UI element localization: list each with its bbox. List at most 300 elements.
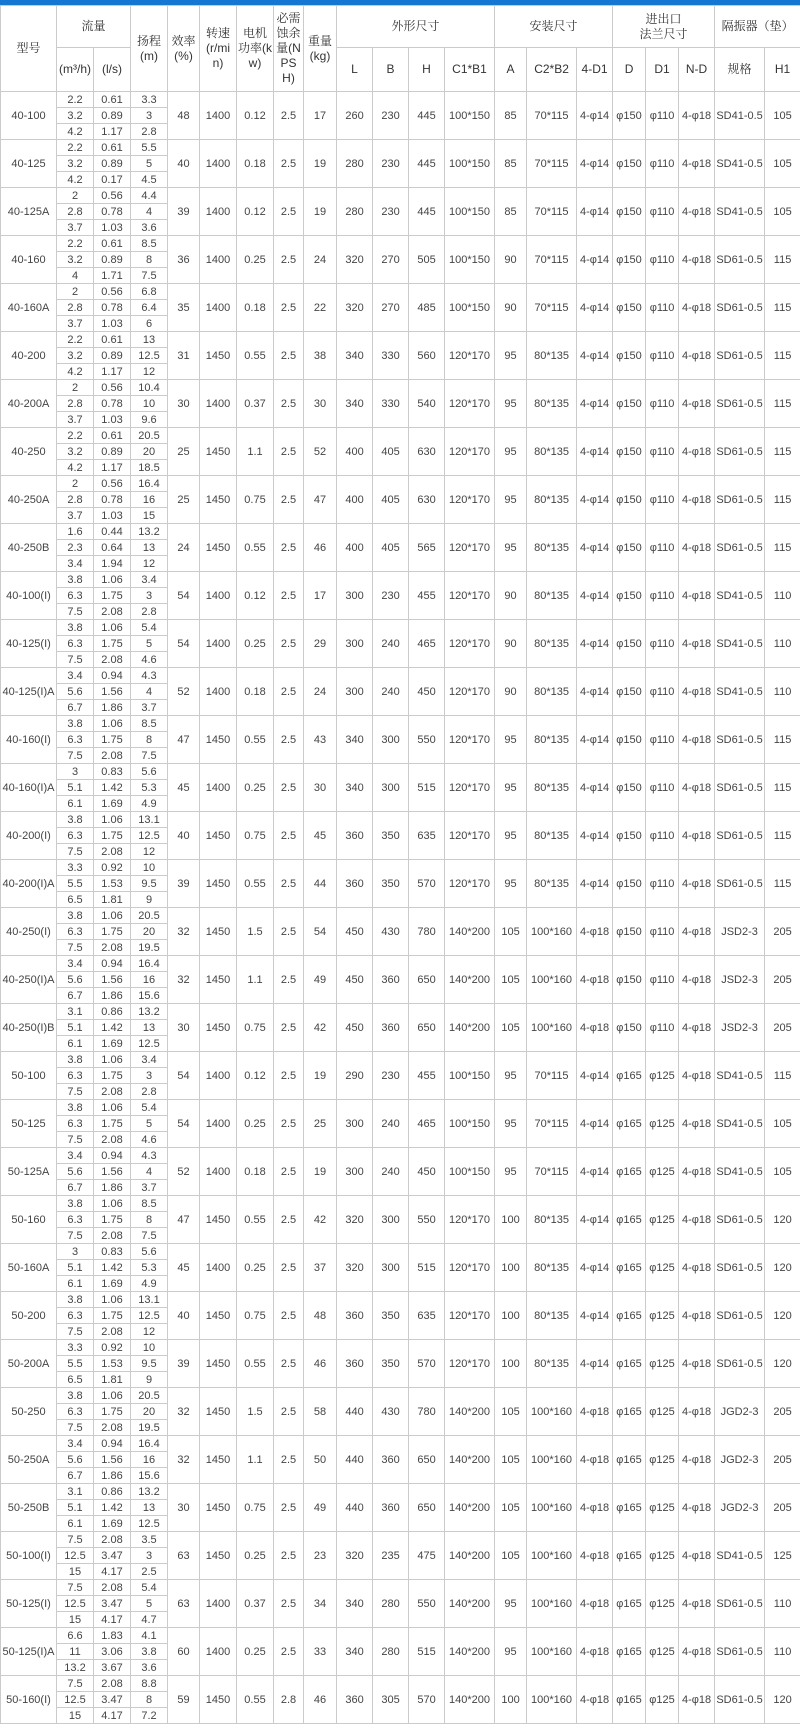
flow-m3h-cell: 3.2 xyxy=(57,348,94,364)
flange-ND-cell: 4-φ18 xyxy=(679,956,715,1004)
install-C2B2-cell: 80*135 xyxy=(527,1196,577,1244)
install-C2B2-cell: 70*115 xyxy=(527,92,577,140)
flow-ls-cell: 1.06 xyxy=(94,812,131,828)
dim-B-cell: 430 xyxy=(373,908,409,956)
head-cell: 3.6 xyxy=(131,1660,168,1676)
flow-m3h-cell: 12.5 xyxy=(57,1692,94,1708)
power-cell: 0.55 xyxy=(237,524,274,572)
install-A-cell: 90 xyxy=(495,284,527,332)
dim-B-cell: 230 xyxy=(373,572,409,620)
head-cell: 3.5 xyxy=(131,1532,168,1548)
weight-cell: 37 xyxy=(304,1244,337,1292)
isolator-H1-cell: 105 xyxy=(765,1148,800,1196)
dim-L-cell: 450 xyxy=(337,956,373,1004)
col-header-D: D xyxy=(613,48,646,92)
head-cell: 7.5 xyxy=(131,268,168,284)
speed-cell: 1450 xyxy=(200,1292,237,1340)
dim-B-cell: 350 xyxy=(373,1340,409,1388)
install-A-cell: 105 xyxy=(495,1388,527,1436)
flow-ls-cell: 1.06 xyxy=(94,716,131,732)
install-4D1-cell: 4-φ14 xyxy=(577,284,613,332)
efficiency-cell: 35 xyxy=(168,284,200,332)
weight-cell: 23 xyxy=(304,1532,337,1580)
dim-B-cell: 230 xyxy=(373,188,409,236)
col-header-C2B2: C2*B2 xyxy=(527,48,577,92)
flow-m3h-cell: 4.2 xyxy=(57,172,94,188)
dim-H-cell: 570 xyxy=(409,1676,445,1724)
install-4D1-cell: 4-φ18 xyxy=(577,1388,613,1436)
npsh-cell: 2.5 xyxy=(274,620,304,668)
flow-ls-cell: 2.08 xyxy=(94,1676,131,1692)
spec-row xyxy=(1,188,800,204)
dim-L-cell: 300 xyxy=(337,572,373,620)
isolator-spec-cell: JGD2-3 xyxy=(715,1484,765,1532)
model-cell: 40-100 xyxy=(1,92,57,140)
head-cell: 3.3 xyxy=(131,92,168,108)
efficiency-cell: 54 xyxy=(168,572,200,620)
flow-ls-cell: 1.56 xyxy=(94,972,131,988)
flow-ls-cell: 1.56 xyxy=(94,1164,131,1180)
install-A-cell: 100 xyxy=(495,1196,527,1244)
flange-D-cell: φ150 xyxy=(613,476,646,524)
flow-m3h-cell: 5.6 xyxy=(57,1164,94,1180)
flange-D1-cell: φ125 xyxy=(646,1628,679,1676)
npsh-cell: 2.5 xyxy=(274,1532,304,1580)
flow-m3h-cell: 6.7 xyxy=(57,1180,94,1196)
spec-row xyxy=(1,92,800,108)
head-cell: 13.2 xyxy=(131,1004,168,1020)
flange-D-cell: φ150 xyxy=(613,620,646,668)
flange-D-cell: φ165 xyxy=(613,1388,646,1436)
spec-row xyxy=(1,764,800,780)
model-cell: 40-100(I) xyxy=(1,572,57,620)
model-cell: 40-200(I) xyxy=(1,812,57,860)
head-cell: 15 xyxy=(131,508,168,524)
flange-D1-cell: φ125 xyxy=(646,1196,679,1244)
speed-cell: 1450 xyxy=(200,1676,237,1724)
flow-m3h-cell: 3.2 xyxy=(57,252,94,268)
head-cell: 13 xyxy=(131,332,168,348)
weight-cell: 24 xyxy=(304,236,337,284)
head-cell: 5 xyxy=(131,636,168,652)
install-4D1-cell: 4-φ14 xyxy=(577,1196,613,1244)
flange-D-cell: φ150 xyxy=(613,956,646,1004)
flange-D1-cell: φ110 xyxy=(646,236,679,284)
dim-C1B1-cell: 120*170 xyxy=(445,764,495,812)
dim-C1B1-cell: 100*150 xyxy=(445,236,495,284)
dim-B-cell: 280 xyxy=(373,1628,409,1676)
flow-m3h-cell: 3.8 xyxy=(57,908,94,924)
power-cell: 0.55 xyxy=(237,1676,274,1724)
npsh-cell: 2.5 xyxy=(274,1436,304,1484)
dim-H-cell: 635 xyxy=(409,1292,445,1340)
isolator-spec-cell: SD61-0.5 xyxy=(715,524,765,572)
flow-ls-cell: 1.75 xyxy=(94,732,131,748)
flow-m3h-cell: 3.4 xyxy=(57,1436,94,1452)
isolator-spec-cell: SD41-0.5 xyxy=(715,1532,765,1580)
flange-ND-cell: 4-φ18 xyxy=(679,428,715,476)
dim-L-cell: 450 xyxy=(337,908,373,956)
isolator-spec-cell: SD61-0.5 xyxy=(715,428,765,476)
dim-L-cell: 400 xyxy=(337,524,373,572)
head-cell: 18.5 xyxy=(131,460,168,476)
speed-cell: 1400 xyxy=(200,188,237,236)
speed-cell: 1450 xyxy=(200,1388,237,1436)
dim-B-cell: 240 xyxy=(373,1100,409,1148)
head-cell: 9 xyxy=(131,892,168,908)
flow-ls-cell: 1.75 xyxy=(94,1068,131,1084)
flow-m3h-cell: 7.5 xyxy=(57,1132,94,1148)
flow-ls-cell: 0.61 xyxy=(94,332,131,348)
speed-cell: 1450 xyxy=(200,716,237,764)
flange-ND-cell: 4-φ18 xyxy=(679,524,715,572)
flow-m3h-cell: 4.2 xyxy=(57,364,94,380)
install-A-cell: 95 xyxy=(495,380,527,428)
dim-C1B1-cell: 140*200 xyxy=(445,1676,495,1724)
efficiency-cell: 60 xyxy=(168,1628,200,1676)
flow-ls-cell: 4.17 xyxy=(94,1612,131,1628)
install-C2B2-cell: 80*135 xyxy=(527,1244,577,1292)
isolator-H1-cell: 115 xyxy=(765,1052,800,1100)
speed-cell: 1400 xyxy=(200,1052,237,1100)
install-C2B2-cell: 100*160 xyxy=(527,1388,577,1436)
head-cell: 16 xyxy=(131,972,168,988)
power-cell: 0.55 xyxy=(237,332,274,380)
flange-ND-cell: 4-φ18 xyxy=(679,1340,715,1388)
model-cell: 40-125A xyxy=(1,188,57,236)
flow-m3h-cell: 3.1 xyxy=(57,1484,94,1500)
head-cell: 12 xyxy=(131,844,168,860)
isolator-H1-cell: 110 xyxy=(765,1580,800,1628)
dim-H-cell: 505 xyxy=(409,236,445,284)
power-cell: 0.37 xyxy=(237,380,274,428)
head-cell: 20 xyxy=(131,1404,168,1420)
isolator-spec-cell: SD61-0.5 xyxy=(715,1196,765,1244)
efficiency-cell: 25 xyxy=(168,428,200,476)
flange-D1-cell: φ110 xyxy=(646,140,679,188)
flange-D-cell: φ150 xyxy=(613,92,646,140)
flow-m3h-cell: 3.7 xyxy=(57,412,94,428)
install-4D1-cell: 4-φ18 xyxy=(577,1004,613,1052)
col-header-spec: 规格 xyxy=(715,48,765,92)
isolator-H1-cell: 115 xyxy=(765,764,800,812)
flow-m3h-cell: 3.8 xyxy=(57,1100,94,1116)
model-cell: 40-160A xyxy=(1,284,57,332)
install-4D1-cell: 4-φ18 xyxy=(577,1532,613,1580)
dim-C1B1-cell: 100*150 xyxy=(445,1148,495,1196)
head-cell: 3 xyxy=(131,108,168,124)
head-cell: 10 xyxy=(131,860,168,876)
col-group-dimensions: 外形尺寸 xyxy=(337,6,495,48)
isolator-H1-cell: 115 xyxy=(765,716,800,764)
flow-m3h-cell: 6.3 xyxy=(57,1116,94,1132)
col-header-H1: H1 xyxy=(765,48,800,92)
dim-H-cell: 560 xyxy=(409,332,445,380)
flow-m3h-cell: 3.4 xyxy=(57,1148,94,1164)
flange-D1-cell: φ125 xyxy=(646,1244,679,1292)
head-cell: 4.9 xyxy=(131,1276,168,1292)
install-4D1-cell: 4-φ14 xyxy=(577,188,613,236)
install-A-cell: 105 xyxy=(495,956,527,1004)
flow-ls-cell: 2.08 xyxy=(94,1420,131,1436)
spec-row xyxy=(1,1244,800,1260)
weight-cell: 49 xyxy=(304,1484,337,1532)
install-A-cell: 105 xyxy=(495,1436,527,1484)
dim-H-cell: 455 xyxy=(409,572,445,620)
col-header-flow-ls: (l/s) xyxy=(94,48,131,92)
dim-H-cell: 550 xyxy=(409,1196,445,1244)
flow-ls-cell: 0.61 xyxy=(94,92,131,108)
flow-ls-cell: 0.78 xyxy=(94,492,131,508)
model-cell: 40-250(I) xyxy=(1,908,57,956)
flow-m3h-cell: 7.5 xyxy=(57,748,94,764)
power-cell: 0.25 xyxy=(237,1628,274,1676)
install-C2B2-cell: 80*135 xyxy=(527,812,577,860)
flange-D-cell: φ165 xyxy=(613,1628,646,1676)
head-cell: 3.7 xyxy=(131,1180,168,1196)
flow-m3h-cell: 2 xyxy=(57,476,94,492)
flange-D-cell: φ165 xyxy=(613,1148,646,1196)
isolator-spec-cell: JSD2-3 xyxy=(715,1004,765,1052)
flange-D-cell: φ165 xyxy=(613,1196,646,1244)
install-C2B2-cell: 100*160 xyxy=(527,1628,577,1676)
efficiency-cell: 32 xyxy=(168,1436,200,1484)
flange-ND-cell: 4-φ18 xyxy=(679,668,715,716)
spec-row xyxy=(1,1100,800,1116)
flow-ls-cell: 3.47 xyxy=(94,1596,131,1612)
flange-D1-cell: φ125 xyxy=(646,1292,679,1340)
flow-ls-cell: 1.69 xyxy=(94,1276,131,1292)
flow-m3h-cell: 6.1 xyxy=(57,1516,94,1532)
isolator-H1-cell: 120 xyxy=(765,1196,800,1244)
flow-m3h-cell: 3.2 xyxy=(57,156,94,172)
npsh-cell: 2.5 xyxy=(274,1244,304,1292)
flange-D1-cell: φ110 xyxy=(646,956,679,1004)
install-C2B2-cell: 100*160 xyxy=(527,1004,577,1052)
isolator-spec-cell: SD41-0.5 xyxy=(715,572,765,620)
head-cell: 10.4 xyxy=(131,380,168,396)
flange-D1-cell: φ110 xyxy=(646,92,679,140)
npsh-cell: 2.5 xyxy=(274,860,304,908)
speed-cell: 1450 xyxy=(200,524,237,572)
isolator-spec-cell: SD41-0.5 xyxy=(715,188,765,236)
flange-ND-cell: 4-φ18 xyxy=(679,1532,715,1580)
install-4D1-cell: 4-φ18 xyxy=(577,1676,613,1724)
isolator-H1-cell: 205 xyxy=(765,1388,800,1436)
install-C2B2-cell: 80*135 xyxy=(527,572,577,620)
power-cell: 0.25 xyxy=(237,1100,274,1148)
npsh-cell: 2.5 xyxy=(274,1052,304,1100)
head-cell: 16.4 xyxy=(131,1436,168,1452)
power-cell: 0.75 xyxy=(237,1484,274,1532)
dim-H-cell: 445 xyxy=(409,188,445,236)
flow-m3h-cell: 3.8 xyxy=(57,1388,94,1404)
flow-m3h-cell: 5.1 xyxy=(57,1020,94,1036)
isolator-spec-cell: SD41-0.5 xyxy=(715,1052,765,1100)
dim-L-cell: 320 xyxy=(337,284,373,332)
dim-L-cell: 300 xyxy=(337,620,373,668)
head-cell: 4.5 xyxy=(131,172,168,188)
dim-H-cell: 635 xyxy=(409,812,445,860)
flow-ls-cell: 2.08 xyxy=(94,1532,131,1548)
efficiency-cell: 47 xyxy=(168,716,200,764)
weight-cell: 44 xyxy=(304,860,337,908)
install-4D1-cell: 4-φ14 xyxy=(577,236,613,284)
power-cell: 0.25 xyxy=(237,1532,274,1580)
flange-D1-cell: φ110 xyxy=(646,908,679,956)
dim-H-cell: 650 xyxy=(409,1436,445,1484)
model-cell: 40-250B xyxy=(1,524,57,572)
head-cell: 15.6 xyxy=(131,988,168,1004)
power-cell: 0.18 xyxy=(237,284,274,332)
install-A-cell: 95 xyxy=(495,524,527,572)
flow-m3h-cell: 15 xyxy=(57,1612,94,1628)
model-cell: 40-200A xyxy=(1,380,57,428)
npsh-cell: 2.5 xyxy=(274,1004,304,1052)
dim-H-cell: 515 xyxy=(409,1244,445,1292)
dim-L-cell: 450 xyxy=(337,1004,373,1052)
install-C2B2-cell: 100*160 xyxy=(527,1676,577,1724)
flow-m3h-cell: 7.5 xyxy=(57,1420,94,1436)
isolator-H1-cell: 105 xyxy=(765,140,800,188)
flow-ls-cell: 0.17 xyxy=(94,172,131,188)
flange-D-cell: φ150 xyxy=(613,572,646,620)
install-4D1-cell: 4-φ14 xyxy=(577,1148,613,1196)
efficiency-cell: 52 xyxy=(168,668,200,716)
npsh-cell: 2.5 xyxy=(274,236,304,284)
head-cell: 13 xyxy=(131,1020,168,1036)
power-cell: 0.37 xyxy=(237,1580,274,1628)
isolator-spec-cell: SD41-0.5 xyxy=(715,668,765,716)
flange-ND-cell: 4-φ18 xyxy=(679,620,715,668)
efficiency-cell: 48 xyxy=(168,92,200,140)
isolator-H1-cell: 110 xyxy=(765,620,800,668)
dim-C1B1-cell: 120*170 xyxy=(445,668,495,716)
dim-H-cell: 450 xyxy=(409,668,445,716)
flow-m3h-cell: 3.8 xyxy=(57,716,94,732)
isolator-H1-cell: 115 xyxy=(765,428,800,476)
install-C2B2-cell: 80*135 xyxy=(527,428,577,476)
spec-row xyxy=(1,524,800,540)
weight-cell: 54 xyxy=(304,908,337,956)
isolator-H1-cell: 110 xyxy=(765,668,800,716)
install-A-cell: 105 xyxy=(495,908,527,956)
install-4D1-cell: 4-φ14 xyxy=(577,572,613,620)
head-cell: 6 xyxy=(131,316,168,332)
col-header-A: A xyxy=(495,48,527,92)
install-C2B2-cell: 80*135 xyxy=(527,860,577,908)
npsh-cell: 2.5 xyxy=(274,1580,304,1628)
install-C2B2-cell: 80*135 xyxy=(527,476,577,524)
flow-ls-cell: 0.61 xyxy=(94,140,131,156)
npsh-cell: 2.5 xyxy=(274,1148,304,1196)
head-cell: 9.5 xyxy=(131,1356,168,1372)
flow-ls-cell: 4.17 xyxy=(94,1708,131,1724)
npsh-cell: 2.5 xyxy=(274,812,304,860)
spec-row xyxy=(1,1676,800,1692)
flange-D-cell: φ150 xyxy=(613,188,646,236)
flow-m3h-cell: 2 xyxy=(57,284,94,300)
flow-ls-cell: 1.06 xyxy=(94,620,131,636)
speed-cell: 1450 xyxy=(200,1196,237,1244)
flange-ND-cell: 4-φ18 xyxy=(679,812,715,860)
flange-ND-cell: 4-φ18 xyxy=(679,332,715,380)
speed-cell: 1450 xyxy=(200,1004,237,1052)
power-cell: 0.12 xyxy=(237,92,274,140)
dim-C1B1-cell: 120*170 xyxy=(445,1340,495,1388)
install-C2B2-cell: 80*135 xyxy=(527,764,577,812)
dim-H-cell: 475 xyxy=(409,1532,445,1580)
flow-ls-cell: 0.89 xyxy=(94,348,131,364)
head-cell: 13 xyxy=(131,1500,168,1516)
dim-C1B1-cell: 100*150 xyxy=(445,1052,495,1100)
flange-D-cell: φ150 xyxy=(613,716,646,764)
flow-m3h-cell: 6.3 xyxy=(57,1404,94,1420)
model-cell: 50-100 xyxy=(1,1052,57,1100)
isolator-H1-cell: 115 xyxy=(765,380,800,428)
speed-cell: 1400 xyxy=(200,1148,237,1196)
flow-m3h-cell: 15 xyxy=(57,1564,94,1580)
spec-row xyxy=(1,1436,800,1452)
model-cell: 40-250A xyxy=(1,476,57,524)
dim-H-cell: 465 xyxy=(409,1100,445,1148)
flow-m3h-cell: 5.6 xyxy=(57,972,94,988)
head-cell: 19.5 xyxy=(131,1420,168,1436)
dim-C1B1-cell: 120*170 xyxy=(445,332,495,380)
flow-m3h-cell: 3.1 xyxy=(57,1004,94,1020)
speed-cell: 1400 xyxy=(200,284,237,332)
flow-ls-cell: 1.03 xyxy=(94,220,131,236)
efficiency-cell: 52 xyxy=(168,1148,200,1196)
head-cell: 4 xyxy=(131,1164,168,1180)
install-C2B2-cell: 100*160 xyxy=(527,908,577,956)
flange-D-cell: φ165 xyxy=(613,1580,646,1628)
dim-B-cell: 300 xyxy=(373,1244,409,1292)
head-cell: 12 xyxy=(131,1324,168,1340)
weight-cell: 46 xyxy=(304,1340,337,1388)
flow-m3h-cell: 3.4 xyxy=(57,668,94,684)
dim-C1B1-cell: 100*150 xyxy=(445,1100,495,1148)
install-4D1-cell: 4-φ14 xyxy=(577,476,613,524)
flow-ls-cell: 0.56 xyxy=(94,476,131,492)
install-4D1-cell: 4-φ18 xyxy=(577,1628,613,1676)
col-header-npsh: 必需蚀余量(NPSH) xyxy=(274,6,304,92)
spec-row xyxy=(1,908,800,924)
install-C2B2-cell: 100*160 xyxy=(527,956,577,1004)
install-4D1-cell: 4-φ14 xyxy=(577,332,613,380)
install-C2B2-cell: 80*135 xyxy=(527,332,577,380)
flow-m3h-cell: 3.8 xyxy=(57,620,94,636)
speed-cell: 1400 xyxy=(200,92,237,140)
head-cell: 12.5 xyxy=(131,348,168,364)
head-cell: 3.4 xyxy=(131,572,168,588)
dim-C1B1-cell: 120*170 xyxy=(445,1292,495,1340)
speed-cell: 1450 xyxy=(200,860,237,908)
isolator-H1-cell: 105 xyxy=(765,92,800,140)
flow-ls-cell: 1.06 xyxy=(94,1388,131,1404)
flange-ND-cell: 4-φ18 xyxy=(679,1388,715,1436)
flange-D1-cell: φ110 xyxy=(646,812,679,860)
npsh-cell: 2.5 xyxy=(274,1628,304,1676)
dim-L-cell: 340 xyxy=(337,380,373,428)
spec-row xyxy=(1,476,800,492)
head-cell: 13.1 xyxy=(131,812,168,828)
flow-m3h-cell: 7.5 xyxy=(57,1580,94,1596)
efficiency-cell: 47 xyxy=(168,1196,200,1244)
flow-ls-cell: 3.47 xyxy=(94,1692,131,1708)
isolator-spec-cell: SD41-0.5 xyxy=(715,620,765,668)
head-cell: 16.4 xyxy=(131,476,168,492)
